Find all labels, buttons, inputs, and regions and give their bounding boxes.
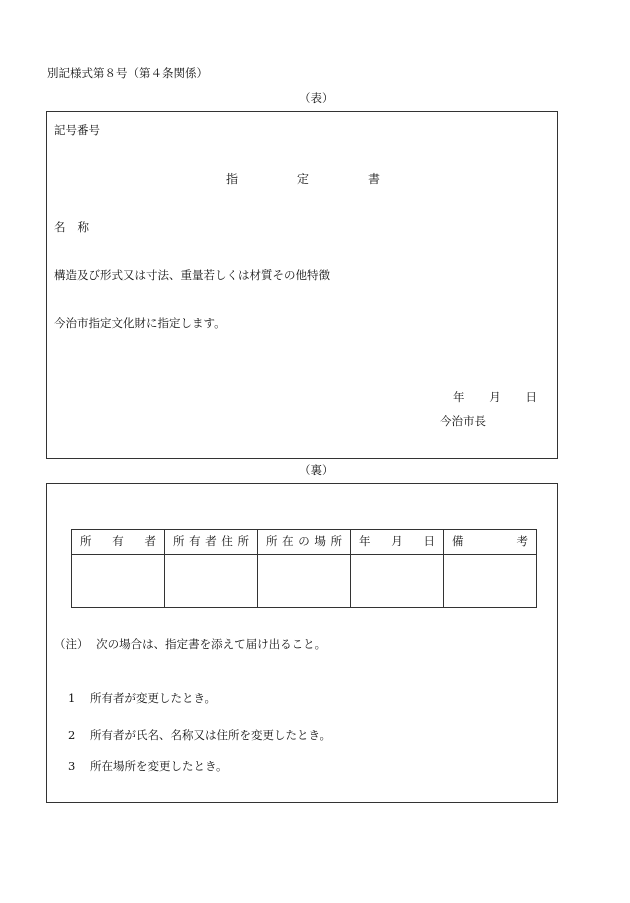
- list-item-number: 3: [68, 759, 76, 773]
- header-char: 年: [359, 534, 371, 549]
- header-date: [351, 530, 444, 555]
- header-char: 者: [205, 534, 217, 549]
- header-char: 場: [314, 534, 326, 549]
- table-row: [72, 555, 537, 608]
- structure-label: 構造及び形式又は寸法、重量若しくは材質その他特徴: [54, 268, 330, 282]
- name-label: [54, 222, 89, 234]
- title-char: 指: [226, 172, 239, 186]
- designation-statement: 今治市指定文化財に指定します。: [54, 316, 226, 330]
- document-title: [226, 173, 380, 185]
- header-char: 有: [189, 534, 201, 549]
- record-table: [71, 529, 537, 608]
- header-location: [258, 530, 351, 555]
- list-item-text: 所有者が変更したとき。: [90, 691, 217, 705]
- header-char: 所: [330, 534, 342, 549]
- header-owner-address: [165, 530, 258, 555]
- list-item: [68, 693, 216, 705]
- note-text: 次の場合は、指定書を添えて届け出ること。: [96, 637, 327, 651]
- header-owner: [72, 530, 165, 555]
- header-char: 所: [80, 534, 92, 549]
- form-label: 別記様式第８号（第４条関係）: [47, 66, 208, 80]
- list-item: [68, 730, 331, 742]
- table-cell: [72, 555, 165, 608]
- note: [54, 639, 326, 651]
- header-char: 月: [391, 534, 403, 549]
- name-label-char: 称: [77, 220, 89, 234]
- issuer-name: 今治市長: [440, 414, 486, 428]
- header-char: 住: [221, 534, 233, 549]
- front-panel: [46, 111, 558, 459]
- title-char: 書: [367, 172, 380, 186]
- header-char: 者: [144, 534, 156, 549]
- issue-date: [453, 392, 537, 404]
- name-label-char: 名: [54, 220, 66, 234]
- header-char: の: [298, 534, 310, 549]
- header-char: 所: [266, 534, 278, 549]
- date-month-char: 月: [489, 390, 501, 404]
- note-label: （注）: [54, 637, 89, 651]
- header-char: 有: [112, 534, 124, 549]
- header-char: 日: [423, 534, 435, 549]
- list-item-text: 所有者が氏名、名称又は住所を変更したとき。: [90, 728, 332, 742]
- list-item-text: 所在場所を変更したとき。: [90, 759, 228, 773]
- back-side-label: （裏）: [299, 463, 334, 477]
- record-number-label: 記号番号: [54, 123, 100, 137]
- table-header-row: [72, 530, 537, 555]
- list-item-number: 2: [68, 728, 76, 742]
- table-cell: [165, 555, 258, 608]
- header-char: 所: [173, 534, 185, 549]
- header-remarks: [444, 530, 537, 555]
- header-char: 備: [452, 534, 464, 549]
- table-cell: [351, 555, 444, 608]
- header-char: 在: [282, 534, 294, 549]
- table-cell: [258, 555, 351, 608]
- table-cell: [444, 555, 537, 608]
- list-item-number: 1: [68, 691, 76, 705]
- list-item: [68, 761, 228, 773]
- date-year-char: 年: [453, 390, 465, 404]
- header-char: 考: [516, 534, 528, 549]
- front-side-label: （表）: [299, 91, 334, 105]
- title-char: 定: [296, 172, 309, 186]
- header-char: 所: [237, 534, 249, 549]
- date-day-char: 日: [525, 390, 537, 404]
